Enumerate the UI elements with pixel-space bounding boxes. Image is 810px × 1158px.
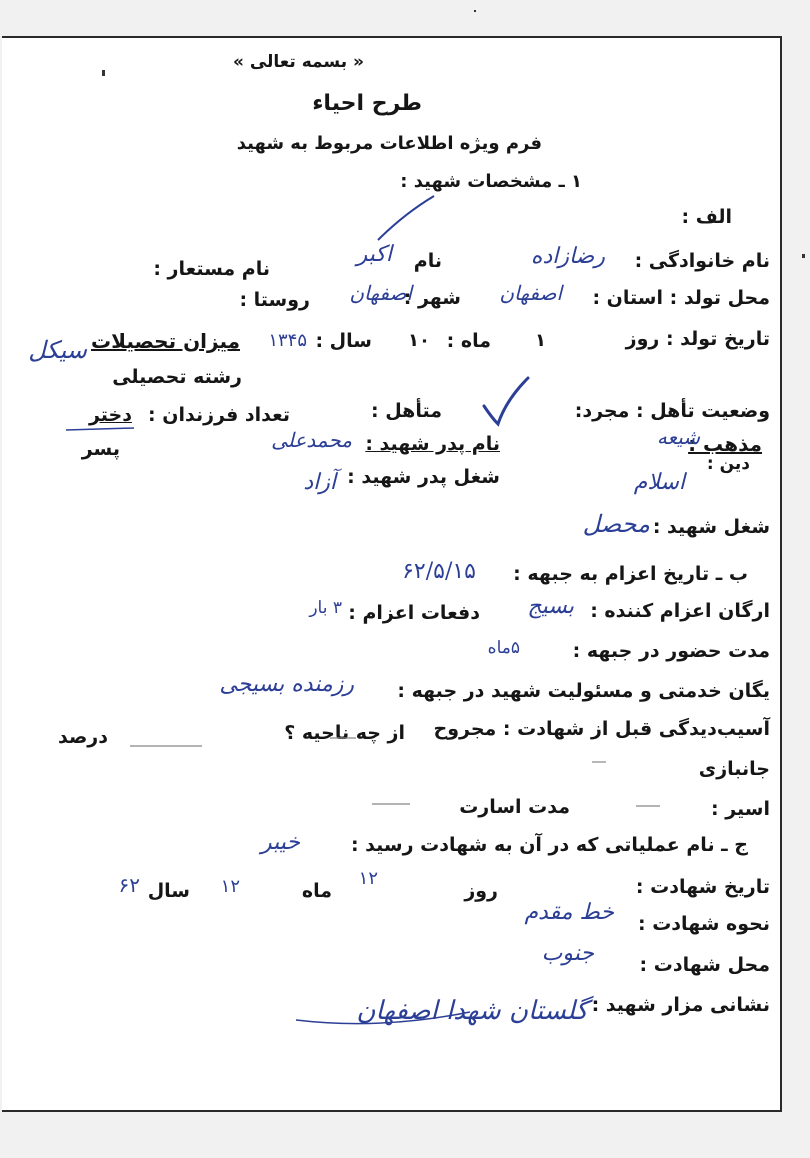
martyrdom-day-value: ۱۲ bbox=[358, 868, 378, 889]
martyrdom-month-value: ۱۲ bbox=[220, 876, 240, 897]
education-label: میزان تحصیلات bbox=[91, 329, 240, 353]
operation-label: ج ـ نام عملیاتی که در آن به شهادت رسید : bbox=[350, 834, 748, 856]
front-duration-value: ۵ماه bbox=[487, 638, 520, 658]
education-value: سیکل bbox=[28, 336, 87, 364]
birthplace-label: محل تولد : استان : bbox=[592, 287, 770, 309]
dispatch-org-value: بسیج bbox=[527, 594, 574, 619]
service-unit-label: یگان خدمتی و مسئولیت شهید در جبهه : bbox=[397, 680, 770, 702]
birth-year-value: ۱۳۴۵ bbox=[268, 330, 307, 351]
birth-year-label: سال : bbox=[315, 330, 372, 352]
dispatch-count-label: دفعات اعزام : bbox=[348, 602, 480, 624]
birth-day-value: ۱ bbox=[535, 330, 546, 351]
first-name-label: نام bbox=[413, 250, 442, 272]
martyrdom-month-label: ماه bbox=[301, 880, 332, 902]
first-name-value: اکبر bbox=[356, 242, 392, 267]
father-name-label: نام پدر شهید : bbox=[365, 433, 500, 455]
alias-label: نام مستعار : bbox=[153, 258, 270, 280]
field-of-study-label: رشته تحصیلی bbox=[112, 366, 242, 388]
basmala: « بسمه تعالی » bbox=[232, 52, 364, 72]
family-name-label: نام خانوادگی : bbox=[634, 250, 770, 272]
martyrdom-place-value: جنوب bbox=[541, 941, 594, 966]
birth-month-label: ماه : bbox=[446, 330, 491, 352]
married-label: متأهل : bbox=[371, 400, 442, 422]
faith-value: اسلام bbox=[633, 470, 685, 495]
city-value: اصفهان bbox=[349, 281, 412, 305]
section-a-label: الف : bbox=[681, 206, 732, 228]
martyr-job-label: شغل شهید : bbox=[652, 516, 770, 538]
service-unit-value: رزمنده بسیجی bbox=[219, 672, 354, 697]
sect-label: مذهب : bbox=[688, 432, 762, 456]
martyrdom-manner-value: خط مقدم bbox=[524, 900, 614, 925]
marital-label: وضعیت تأهل : مجرد: bbox=[574, 400, 770, 422]
family-name-value: رضازاده bbox=[530, 244, 605, 269]
captive-label: اسیر : bbox=[711, 798, 770, 820]
province-value: اصفهان bbox=[499, 281, 562, 305]
form-title: فرم ویژه اطلاعات مربوط به شهید bbox=[236, 133, 542, 154]
martyr-job-value: محصل bbox=[582, 510, 650, 538]
faith-label: دین : bbox=[706, 454, 750, 474]
sect-value: شیعه bbox=[656, 425, 700, 449]
martyrdom-place-label: محل شهادت : bbox=[639, 954, 770, 976]
scan-speck bbox=[474, 10, 476, 12]
injury-area-label: از چه ناحیه ؟ bbox=[284, 722, 405, 744]
grave-address-value: گلستان شهدا اصفهان bbox=[356, 996, 588, 1026]
front-duration-label: مدت حضور در جبهه : bbox=[572, 640, 770, 662]
village-label: روستا : bbox=[239, 289, 310, 311]
father-job-value: آزاد bbox=[303, 470, 336, 495]
city-label: شهر : bbox=[403, 287, 461, 309]
scan-speck bbox=[102, 70, 105, 76]
grave-address-label: نشانی مزار شهید : bbox=[591, 994, 770, 1016]
son-label: پسر bbox=[81, 438, 120, 460]
dispatch-count-value: ۳ بار bbox=[309, 598, 342, 618]
injury-label: آسیب‌دیدگی قبل از شهادت : مجروح bbox=[433, 718, 770, 740]
father-name-value: محمدعلی bbox=[271, 428, 352, 452]
martyrdom-day-label: روز bbox=[464, 880, 498, 902]
daughter-label: دختر bbox=[88, 404, 132, 426]
martyrdom-date-label: تاریخ شهادت : bbox=[635, 876, 770, 898]
dispatch-date-value: ۶۲/۵/۱۵ bbox=[402, 559, 476, 584]
operation-value: خیبر bbox=[260, 830, 300, 855]
veteran-label: جانبازی bbox=[698, 758, 770, 780]
dispatch-org-label: ارگان اعزام کننده : bbox=[590, 600, 770, 622]
birthdate-label: تاریخ تولد : روز bbox=[625, 328, 770, 350]
percent-label: درصد bbox=[57, 726, 108, 748]
scan-speck bbox=[802, 254, 805, 258]
section-1-heading: ۱ ـ مشخصات شهید : bbox=[400, 171, 582, 192]
martyrdom-manner-label: نحوه شهادت : bbox=[638, 913, 770, 935]
martyrdom-year-value: ۶۲ bbox=[118, 873, 140, 897]
birth-month-value: ۱۰ bbox=[408, 330, 430, 351]
children-count-label: تعداد فرزندان : bbox=[148, 404, 290, 426]
dispatch-date-label: ب ـ تاریخ اعزام به جبهه : bbox=[513, 563, 748, 585]
martyrdom-year-label: سال bbox=[147, 880, 190, 902]
plan-title: طرح احیاء bbox=[312, 91, 422, 116]
father-job-label: شغل پدر شهید : bbox=[347, 466, 500, 488]
captivity-duration-label: مدت اسارت bbox=[459, 796, 570, 818]
